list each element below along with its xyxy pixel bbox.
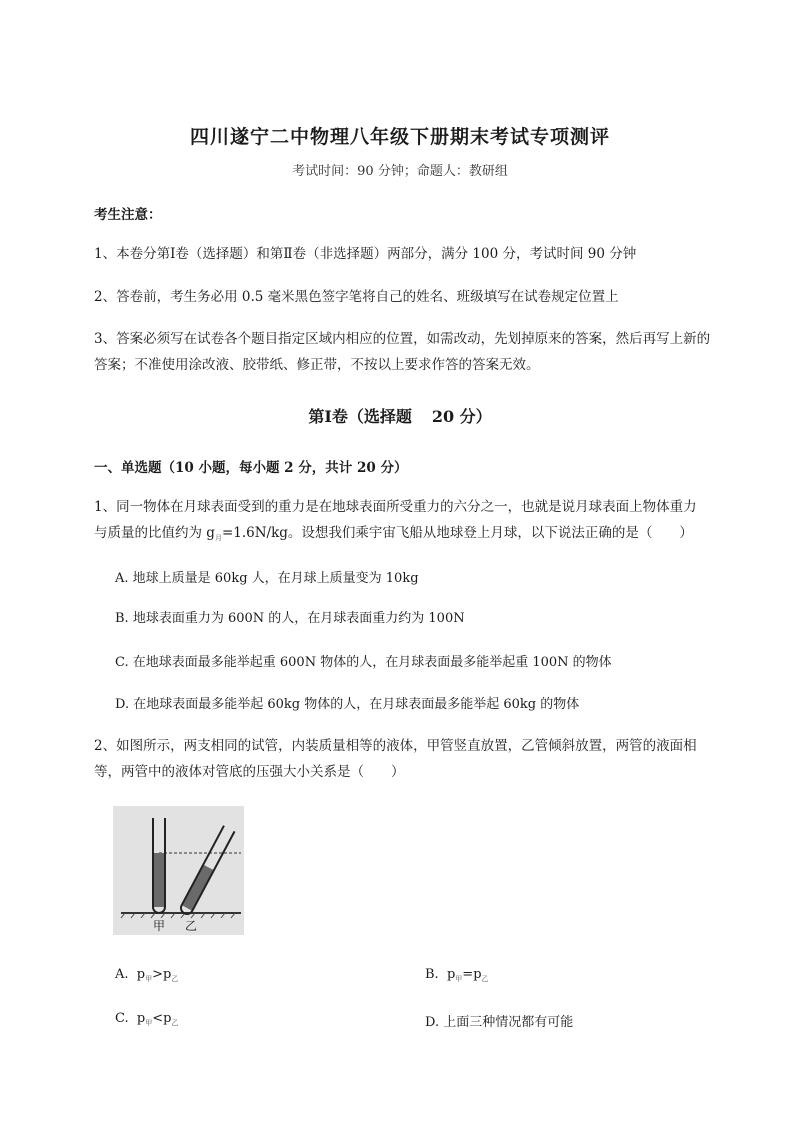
q2-option-b-p2: p [473,967,482,982]
q1-stem [94,494,714,551]
notice-item-2: 2、答卷前，考生务必用 0.5 毫米黑色签字笔将自己的姓名、班级填写在试卷规定位置上 [94,289,619,305]
notice-item-3: 3、答案必须写在试卷各个题目指定区域内相应的位置，如需改动，先划掉原来的答案，然后再写上新的答案；不准使用涂改液、胶带纸、修正带，不按以上要求作答的答案无效。 [94,331,711,373]
q2-option-a[interactable] [115,967,178,984]
figure-label-jia: 甲 [153,919,166,933]
q2-option-b-p1: p [446,967,456,982]
q1-stem-line-1: 1、同一物体在月球表面受到的重力是在地球表面所受重力的六分之一，也就是说月球表面上物体重力 [94,499,697,515]
exam-title: 四川遂宁二中物理八年级下册期末考试专项测评 [189,126,610,148]
q1-stem-part-1: 与质量的比值约为 g [94,525,215,541]
q2-option-c-sub1: 甲 [145,1019,153,1027]
notice-item-1: 1、本卷分第Ⅰ卷（选择题）和第Ⅱ卷（非选择题）两部分，满分 100 分，考试时间 90 分钟 [94,246,637,262]
q2-option-c[interactable] [115,1011,178,1028]
exam-subtitle: 考试时间：90 分钟；命题人：教研组 [292,164,508,179]
q2-stem [94,733,714,785]
q1-stem-line-2 [94,520,714,551]
test-tube-diagram [113,806,244,935]
section-title [0,404,800,427]
q2-option-c-prefix: C. [115,1011,129,1026]
q1-stem-part-2: =1.6N/kg。设想我们乘宇宙飞船从地球登上月球，以下说法正确的是（ ） [221,525,693,541]
q2-option-c-p2: p [163,1011,172,1026]
q1-g-subscript: 月 [214,534,222,542]
section-title-text: 第Ⅰ卷（选择题 [308,407,412,426]
notice-heading: 考生注意： [94,207,162,223]
q2-option-a-sub2: 乙 [171,975,179,983]
q2-stem-line-1: 2、如图所示，两支相同的试管，内装质量相等的液体，甲管竖直放置，乙管倾斜放置，两管的液面相 [94,738,697,754]
q2-option-b-prefix: B. [425,967,439,982]
q2-option-d[interactable]: D. 上面三种情况都有可能 [425,1015,574,1030]
q2-option-b-relation: = [462,967,474,982]
q2-option-a-p2: p [163,967,172,982]
q1-option-d[interactable]: D. 在地球表面最多能举起 60kg 物体的人，在月球表面最多能举起 60kg 的物体 [115,697,580,712]
q2-option-c-p1: p [136,1011,146,1026]
section-points: 20 分） [431,407,492,426]
q1-option-a[interactable]: A. 地球上质量是 60kg 人，在月球上质量变为 10kg [115,571,419,586]
q2-option-a-sub1: 甲 [145,975,153,983]
test-tube-figure [113,806,244,935]
group-title: 一、单选题（10 小题，每小题 2 分，共计 20 分） [94,460,408,476]
figure-label-yi: 乙 [185,919,198,933]
q2-option-a-prefix: A. [115,967,129,982]
q2-stem-line-2: 等，两管中的液体对管底的压强大小关系是（ ） [94,764,405,780]
q2-option-c-sub2: 乙 [171,1019,179,1027]
q2-option-c-relation: < [152,1011,164,1026]
q2-option-a-relation: > [152,967,164,982]
q2-option-b-sub2: 乙 [481,975,489,983]
q2-option-b[interactable] [425,967,489,984]
q1-option-c[interactable]: C. 在地球表面最多能举起重 600N 物体的人，在月球表面最多能举起重 100N 的物体 [115,655,612,670]
q2-option-b-sub1: 甲 [455,975,463,983]
q1-option-b[interactable]: B. 地球表面重力为 600N 的人，在月球表面重力约为 100N [115,611,465,626]
q2-option-a-p1: p [136,967,146,982]
